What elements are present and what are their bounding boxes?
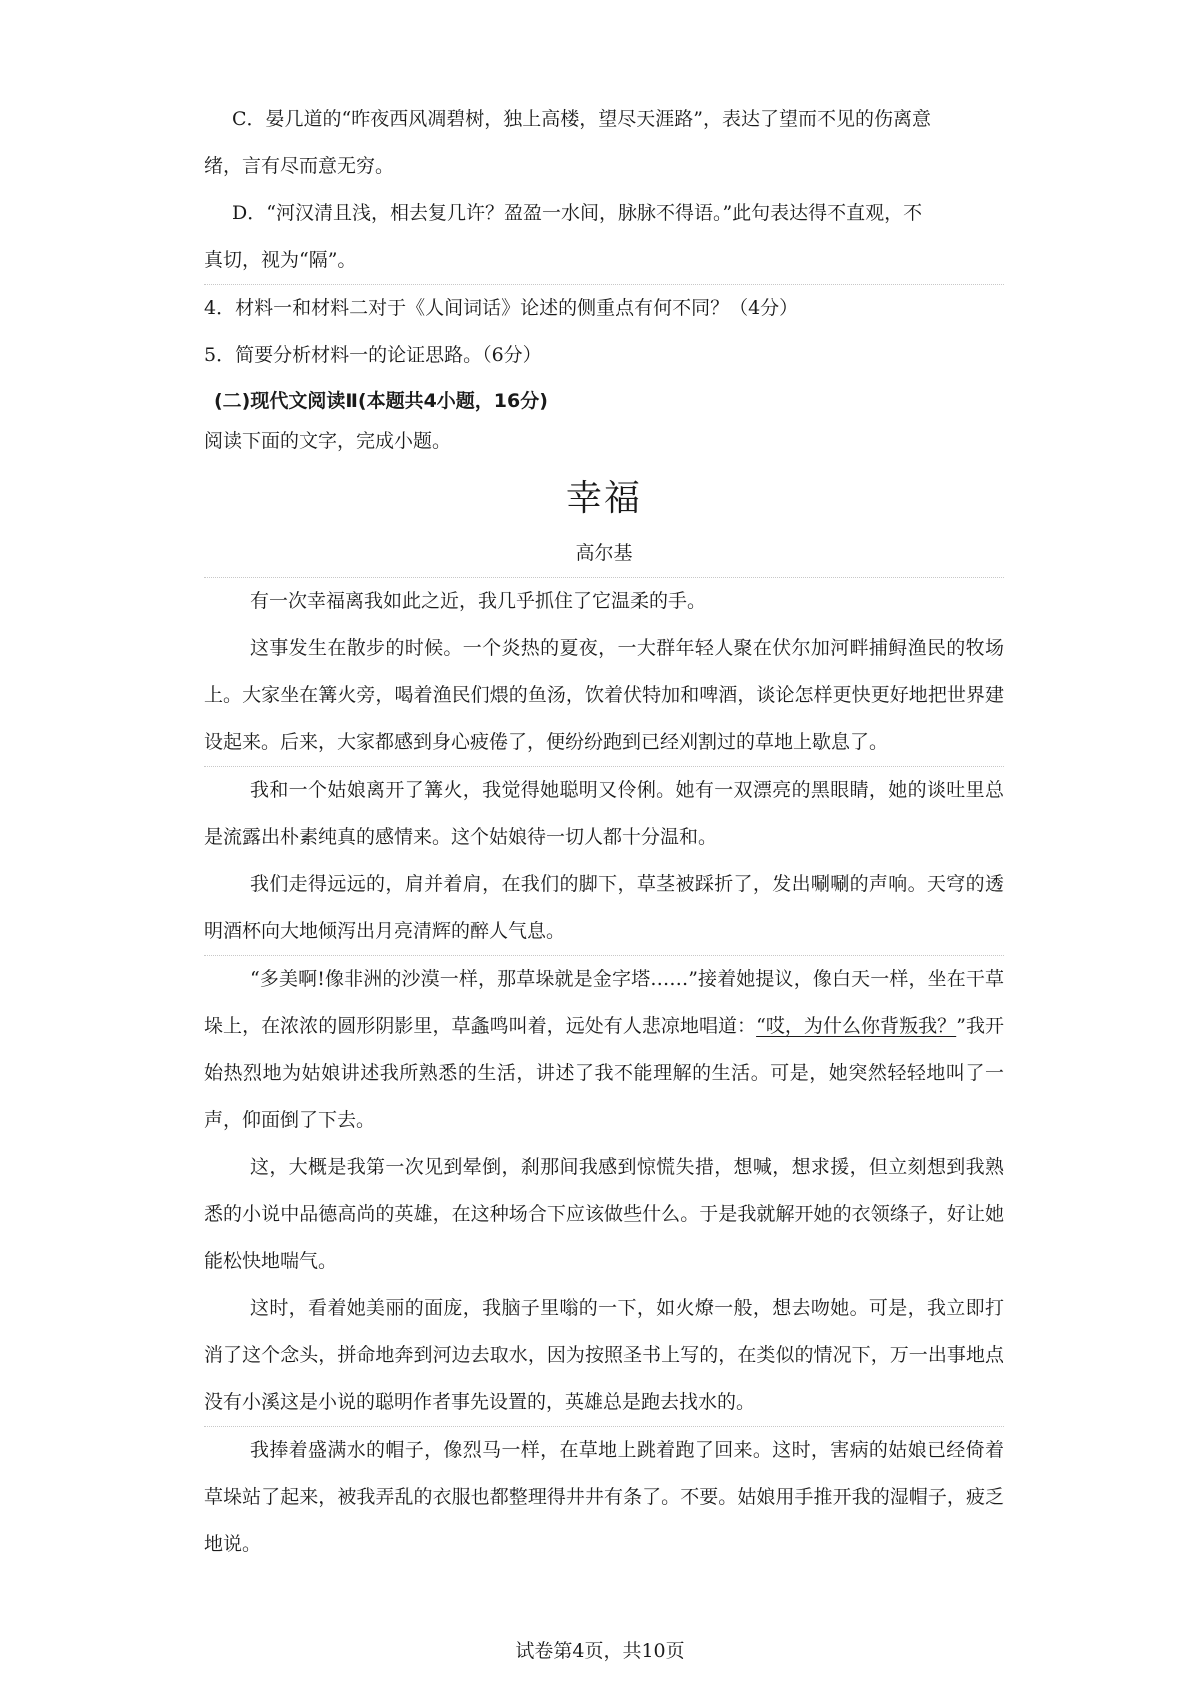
option-d [204,190,1004,284]
page-footer: 试卷第4页，共10页 [515,1640,685,1662]
paragraph-3: 我和一个姑娘离开了篝火，我觉得她聪明又伶俐。她有一双漂亮的黑眼睛，她的谈吐里总是流露出朴素纯真的感情来。这个姑娘待一切人都十分温和。 [204,779,1004,848]
article-title: 幸福 [565,478,642,519]
paragraph-7: 这时，看着她美丽的面庞，我脑子里嗡的一下，如火燎一般，想去吻她。可是，我立即打消了这个念头，拼命地奔到河边去取水，因为按照圣书上写的，在类似的情况下，万一出事地点没有小溪这是小说的聪明作者事先设置的，英雄总是跑去找水的。 [204,1297,1004,1413]
article-author: 高尔基 [575,542,633,564]
paragraph-5 [204,956,1004,1144]
paragraph-4: 我们走得远远的，肩并着肩，在我们的脚下，草茎被踩折了，发出唰唰的声响。天穹的透明酒杯向大地倾泻出月亮清辉的醉人气息。 [204,873,1004,942]
paragraph-1: 有一次幸福离我如此之近，我几乎抓住了它温柔的手。 [250,590,707,612]
question-4: 4．材料一和材料二对于《人间词话》论述的侧重点有何不同？（4分） [204,297,799,319]
option-d-line2: 真切，视为“隔”。 [204,249,357,271]
paragraph-5-part-b: ”我开始热烈地为姑娘讲述我所熟悉的生活，讲述了我不能理解的生活。可是，她突然轻轻地叫了一声，仰面倒了下去。 [204,1015,1004,1131]
option-c [204,96,1004,190]
underlined-lyric: “哎，为什么你背叛我？ [756,1015,957,1037]
paragraph-2: 这事发生在散步的时候。一个炎热的夏夜，一大群年轻人聚在伏尔加河畔捕鲟渔民的牧场上。大家坐在篝火旁，喝着渔民们煨的鱼汤，饮着伏特加和啤酒，谈论怎样更快更好地把世界建设起来。后来，大家都感到身心疲倦了，便纷纷跑到已经刈割过的草地上歇息了。 [204,637,1004,753]
option-c-line1: C．晏几道的“昨夜西风凋碧树，独上高楼，望尽天涯路”，表达了望而不见的伤离意 [232,108,931,130]
paragraph-8: 我捧着盛满水的帽子，像烈马一样，在草地上跳着跑了回来。这时，害病的姑娘已经倚着草垛站了起来，被我弄乱的衣服也都整理得井井有条了。不要。姑娘用手推开我的湿帽子，疲乏地说。 [204,1439,1004,1555]
instruction: 阅读下面的文字，完成小题。 [204,430,452,452]
option-c-line2: 绪，言有尽而意无穷。 [204,155,395,177]
exam-page [204,96,1004,1568]
paragraph-5-part-a: “多美啊!像非洲的沙漠一样，那草垛就是金字塔……”接着她提议，像白天一样，坐在干草垛上，在浓浓的圆形阴影里，草螽鸣叫着，远处有人悲凉地唱道： [204,968,1004,1037]
option-d-line1: D．“河汉清且浅，相去复几许？盈盈一水间，脉脉不得语。”此句表达得不直观，不 [232,202,923,224]
paragraph-6: 这，大概是我第一次见到晕倒，刹那间我感到惊慌失措，想喊，想求援，但立刻想到我熟悉的小说中品德高尚的英雄，在这种场合下应该做些什么。于是我就解开她的衣领绦子，好让她能松快地喘气。 [204,1156,1004,1272]
question-5: 5．简要分析材料一的论证思路。（6分） [204,344,542,366]
section-heading: (二)现代文阅读Ⅱ(本题共4小题，16分) [214,390,548,412]
